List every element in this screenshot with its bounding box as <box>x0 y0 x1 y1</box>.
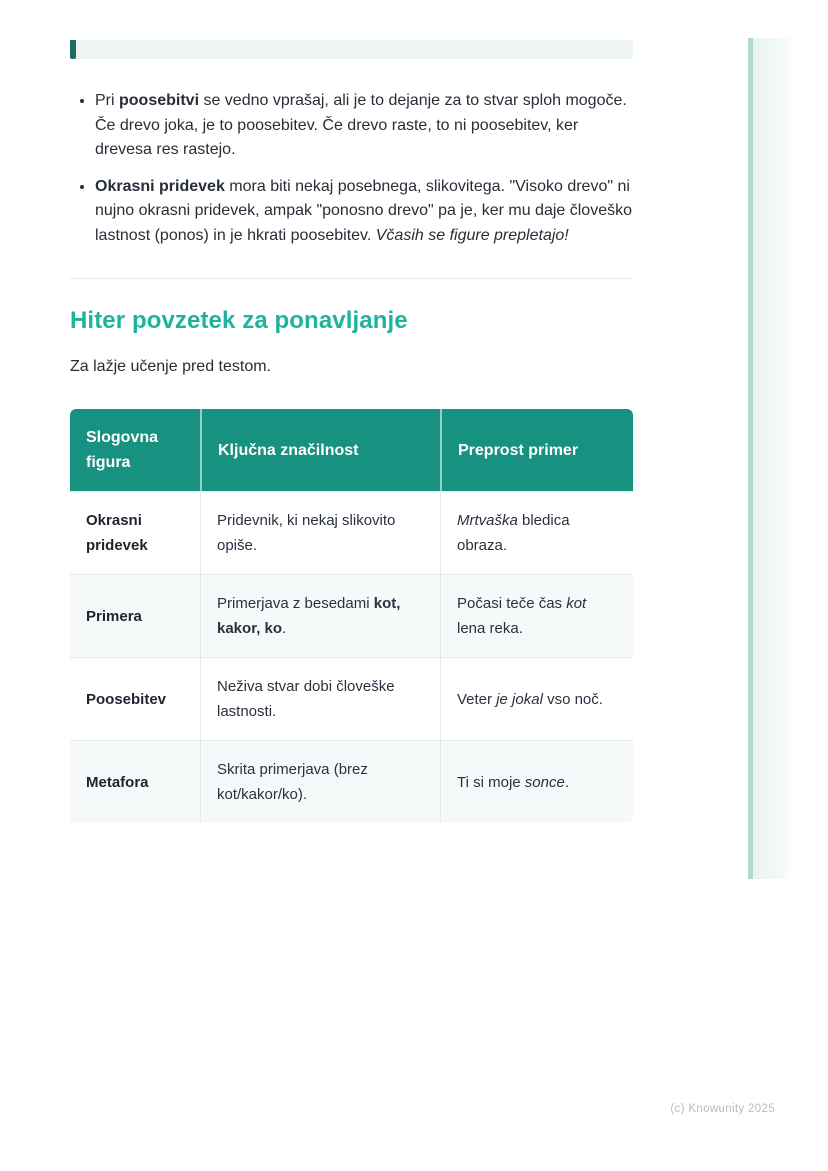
cell-feature: Pridevnik, ki nekaj slikovito opiše. <box>200 491 440 574</box>
cell-figure: Primera <box>70 574 200 657</box>
cell-figure: Poosebitev <box>70 657 200 740</box>
cell-example: Ti si moje sonce. <box>440 740 633 823</box>
cell-feature: Skrita primerjava (brez kot/kakor/ko). <box>200 740 440 823</box>
cell-feature: Primerjava z besedami kot, kakor, ko. <box>200 574 440 657</box>
table-header-znacilnost: Ključna značilnost <box>200 409 440 491</box>
summary-table <box>70 409 633 823</box>
cell-example: Počasi teče čas kot lena reka. <box>440 574 633 657</box>
section-subtitle: Za lažje učenje pred testom. <box>70 358 271 375</box>
table-row-okrasni-pridevek <box>70 491 633 574</box>
cell-example: Veter je jokal vso noč. <box>440 657 633 740</box>
summary-table-body <box>70 491 633 823</box>
callout-accent-bar <box>70 40 76 59</box>
page-edge-accent-line <box>748 38 753 879</box>
bullet-item-poosebitev: • Pri poosebitvi se vedno vprašaj, ali je to dejanje za to stvar sploh mogoče. Če drevo joka, je to poosebitev. Če drevo raste, to ni poosebitev, ker drevesa res rastejo. <box>95 88 633 163</box>
table-row-poosebitev <box>70 657 633 740</box>
section-heading: Hiter povzetek za ponavljanje <box>70 307 408 334</box>
cell-example: Mrtvaška bledica obraza. <box>440 491 633 574</box>
cell-figure: Okrasni pridevek <box>70 491 200 574</box>
table-row-metafora <box>70 740 633 823</box>
table-header-row <box>70 409 633 491</box>
cell-figure: Metafora <box>70 740 200 823</box>
table-header-figura: Slogovna figura <box>70 409 200 491</box>
document-content <box>70 0 633 823</box>
section-divider <box>70 278 633 279</box>
summary-table-head <box>70 409 633 491</box>
footer-credit: (c) Knowunity 2025 <box>670 1103 775 1115</box>
table-header-primer: Preprost primer <box>440 409 633 491</box>
page-edge-strip <box>748 38 789 879</box>
table-row-primera <box>70 574 633 657</box>
cell-feature: Neživa stvar dobi človeške lastnosti. <box>200 657 440 740</box>
bullet-item-okrasni-pridevek: • Okrasni pridevek mora biti nekaj posebnega, slikovitega. "Visoko drevo" ni nujno okrasni pridevek, ampak "ponosno drevo" pa je, ker mu daje človeško lastnost (ponos) in je hkrati poosebitev. Včasih se figure prepletajo! <box>95 174 633 249</box>
callout-box <box>70 40 633 59</box>
bullet-list <box>70 88 633 248</box>
